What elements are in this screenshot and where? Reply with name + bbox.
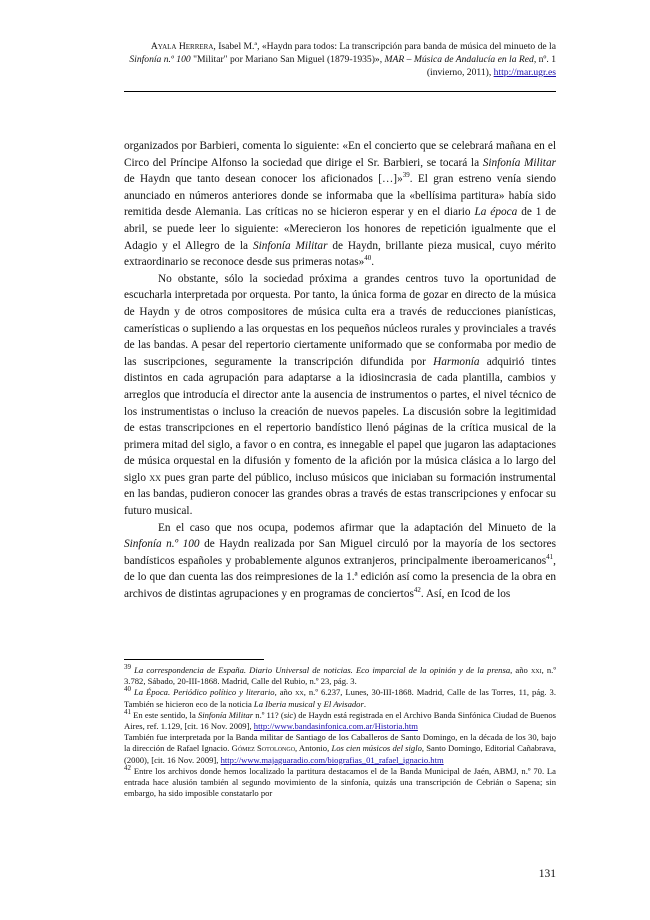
footnote-ref-39[interactable]: 39 [402, 171, 410, 180]
footnote-41b-link[interactable]: http://www.majaguaradio.com/biografias_01_rafael_ignacio.htm [220, 754, 444, 765]
footnote-ref-41[interactable]: 41 [546, 553, 554, 562]
footnote-rule [124, 659, 264, 660]
paragraph-1: organizados por Barbieri, comenta lo siguiente: «En el concierto que se celebrará mañana en el Circo del Príncipe Alfonso la sociedad que dirige el Sr. Barbieri, se tocará la Sinfonía Militar de Haydn que tanto desean conocer los aficionados […]»$^{39}$. El gran estreno venía siendo anunciado en números anteriores donde se informaba que la «bellísima partitura» había sido remitida desde Alemania. Las críticas no se hicieron esperar y en el diario La época de 1 de abril, se puede leer lo siguiente: «Merecieron los honores de repetición igualmente que el Adagio y el Allegro de la Sinfonía Militar de Haydn, brillante pieza musical, cuyo mérito extraordinario se reconoce desde sus primeras notas»$^{40}$. [124, 140, 557, 269]
header-issue: , nº. 1 (invierno, 2011), [426, 54, 556, 78]
footnote-41: $^{41}$ En este sentido, la Sinfonía Militar n.º 11? (sic) de Haydn está registrada en el Archivo Banda Sinfónica Ciudad de Buenos Aires, ref. 1.129, [cit. 16 Nov. 2009], http://www.bandasinfonica.com.ar/Historia.htm [124, 707, 556, 732]
running-header [124, 40, 556, 79]
footnote-42: $^{42}$ Entre los archivos donde hemos localizado la partitura destacamos el de la Banda Municipal de Jaén, ABMJ, n.º 70. La entrada hace alusión también al segundo movimiento de la sinfonía, quizás una transcripción de Cebrián o Sapena; sin embargo, ha sido imposible constatarlo por [124, 763, 556, 799]
header-work: Sinfonía n.º 100 [129, 54, 191, 65]
footnote-40: $^{40}$ La Época. Periódico político y literario, año xx, n.º 6.237, Lunes, 30-III-1868. Madrid, Calle de las Torres, 11, pág. 3. También se hicieron eco de la noticia La Iberia musical y El Avisador. [124, 685, 556, 709]
paragraph-2: No obstante, sólo la sociedad próxima a grandes centros tuvo la oportunidad de escucharla interpretada por orquesta. Por tanto, la única forma de gozar en directo de la música de Haydn y de otros compositores de música culta era a través de reducciones pianísticas, camerísticas o supliendo a las orquestas en los pequeños núcleos rurales y provinciales a través de las bandas. A pesar del repertorio ciertamente uniformado que se conformaba por medio de las suscripciones, seguramente la transcripción difundida por Harmonía adquirió tintes distintos en cada agrupación para adaptarse a la idiosincrasia de cada plantilla, cambios y arreglos que introducía el director ante la ausencia de instrumentos o partes, el nivel técnico de los instrumentistas o incluso la creación de nuevos papeles. La discusión sobre la legitimidad de estas transcripciones en el repertorio bandístico llenó páginas de la crítica musical de la primera mitad del siglo, a favor o en contra, es innegable el papel que jugaron las adaptaciones de música orquestal en la difusión y fomento de la afición por la música clásica a lo largo del siglo xx pues gran parte del público, incluso músicos que iniciaban su formación instrumental en las bandas, pudieron conocer las grandes obras a través de estas transcripciones y enfocar su futuro musical. [124, 272, 557, 518]
header-title: , Isabel M.ª, «Haydn para todos: La transcripción para banda de música del minueto de la [213, 41, 556, 52]
page-number: 131 [538, 868, 556, 880]
header-title-end: "Militar" por Mariano San Miguel (1879-1935)», [190, 54, 385, 65]
footnotes [124, 665, 556, 799]
header-author: Ayala Herrera [150, 41, 214, 52]
footnote-41-link[interactable]: http://www.bandasinfonica.com.ar/Historia.htm [253, 721, 418, 732]
footnote-ref-40[interactable]: 40 [364, 254, 372, 263]
header-journal: MAR – Música de Andalucía en la Red [384, 54, 534, 65]
paragraph-3: En el caso que nos ocupa, podemos afirmar que la adaptación del Minueto de la Sinfonía n.º 100 de Haydn realizada por San Miguel circuló por la mayoría de los sectores bandísticos españoles y probablemente algunos extranjeros, principalmente iberoamericanos$^{41}$, de lo que dan cuenta las dos reimpresiones de la 1.ª edición así como la presencia de la obra en archivos de distintas agrupaciones y en programas de conciertos$^{42}$. Así, en Icod de los [124, 521, 556, 601]
main-text [124, 138, 556, 603]
footnote-41-continued: También fue interpretada por la Banda militar de Santiago de los Caballeros de Santo Domingo, en la década de los 30, bajo la dirección de Rafael Ignacio. Gómez Sotolongo, Antonio, Los cien músicos del siglo, Santo Domingo, Editorial Cañabrava, (2000), [cit. 16 Nov. 2009], http://www.majaguaradio.com/biografias_01_rafael_ignacio.htm [124, 732, 556, 765]
header-rule [124, 91, 556, 92]
header-journal-link[interactable]: http://mar.ugr.es [493, 67, 556, 78]
footnote-ref-42[interactable]: 42 [413, 586, 421, 595]
footnote-39: $^{39}$ La correspondencia de España. Diario Universal de noticias. Eco imparcial de la opinión y de la prensa, año xxi, n.º 3.782, Sábado, 20-III-1868. Madrid, Calle del Rubio, n.º 23, pág. 3. [124, 663, 556, 687]
